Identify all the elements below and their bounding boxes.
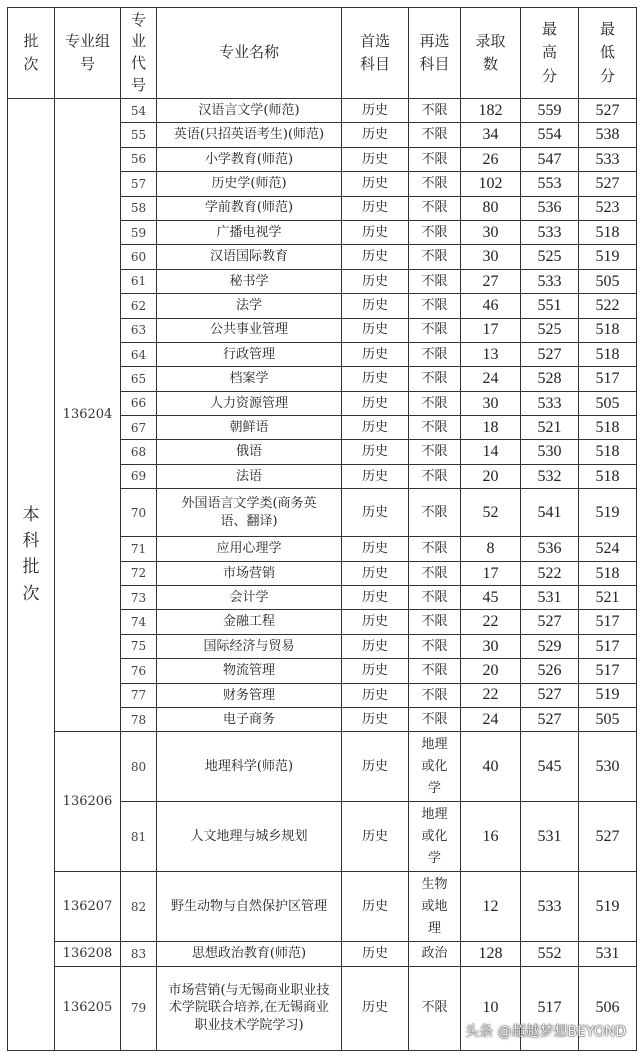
- admitted-cell: 22: [461, 683, 521, 707]
- min-score-cell: 518: [579, 342, 637, 366]
- admitted-cell: 80: [461, 196, 521, 220]
- max-score-cell: 528: [521, 367, 579, 391]
- group-cell: 136207: [55, 872, 121, 942]
- admitted-cell: 30: [461, 245, 521, 269]
- major-code-cell: 66: [121, 391, 157, 415]
- major-name-cell: 档案学: [157, 367, 342, 391]
- first-subject-cell: 历史: [342, 489, 409, 537]
- second-subject-cell: 不限: [409, 683, 461, 707]
- admitted-cell: 45: [461, 586, 521, 610]
- major-code-cell: 68: [121, 440, 157, 464]
- first-subject-cell: 历史: [342, 416, 409, 440]
- max-score-cell: 559: [521, 99, 579, 123]
- header-second-subject: 再选科目: [409, 8, 461, 99]
- second-subject-cell: 政治: [409, 942, 461, 966]
- major-code-cell: 64: [121, 342, 157, 366]
- min-score-cell: 527: [579, 172, 637, 196]
- first-subject-cell: 历史: [342, 802, 409, 872]
- min-score-cell: 531: [579, 942, 637, 966]
- second-subject-cell: 不限: [409, 634, 461, 658]
- admitted-cell: 12: [461, 872, 521, 942]
- first-subject-cell: 历史: [342, 659, 409, 683]
- major-name-cell: 人文地理与城乡规划: [157, 802, 342, 872]
- major-code-cell: 70: [121, 489, 157, 537]
- first-subject-cell: 历史: [342, 732, 409, 802]
- major-name-cell: 会计学: [157, 586, 342, 610]
- max-score-cell: 551: [521, 294, 579, 318]
- min-score-cell: 521: [579, 586, 637, 610]
- max-score-cell: 541: [521, 489, 579, 537]
- major-name-cell: 法学: [157, 294, 342, 318]
- group-cell: 136205: [55, 966, 121, 1050]
- first-subject-cell: 历史: [342, 123, 409, 147]
- max-score-cell: 533: [521, 269, 579, 293]
- first-subject-cell: 历史: [342, 440, 409, 464]
- major-name-cell: 法语: [157, 464, 342, 488]
- group-cell: 136208: [55, 942, 121, 966]
- major-name-cell: 英语(只招英语考生)(师范): [157, 123, 342, 147]
- min-score-cell: 518: [579, 318, 637, 342]
- min-score-cell: 505: [579, 269, 637, 293]
- major-name-cell: 外国语言文学类(商务英语、翻译): [157, 489, 342, 537]
- header-batch: 批次: [8, 8, 55, 99]
- admitted-cell: 52: [461, 489, 521, 537]
- table-row: [8, 942, 637, 966]
- major-name-cell: 金融工程: [157, 610, 342, 634]
- header-row: [8, 8, 637, 99]
- major-code-cell: 72: [121, 561, 157, 585]
- second-subject-cell: 不限: [409, 172, 461, 196]
- admitted-cell: 24: [461, 707, 521, 731]
- first-subject-cell: 历史: [342, 147, 409, 171]
- max-score-cell: 525: [521, 245, 579, 269]
- admitted-cell: 182: [461, 99, 521, 123]
- header-admitted: 录取数: [461, 8, 521, 99]
- first-subject-cell: 历史: [342, 561, 409, 585]
- min-score-cell: 527: [579, 802, 637, 872]
- admitted-cell: 20: [461, 659, 521, 683]
- max-score-cell: 531: [521, 586, 579, 610]
- min-score-cell: 518: [579, 464, 637, 488]
- min-score-cell: 506: [579, 966, 637, 1050]
- major-code-cell: 79: [121, 966, 157, 1050]
- major-name-cell: 朝鲜语: [157, 416, 342, 440]
- header-first-subject: 首选科目: [342, 8, 409, 99]
- min-score-cell: 518: [579, 220, 637, 244]
- min-score-cell: 517: [579, 367, 637, 391]
- admitted-cell: 13: [461, 342, 521, 366]
- min-score-cell: 517: [579, 610, 637, 634]
- first-subject-cell: 历史: [342, 367, 409, 391]
- second-subject-cell: 不限: [409, 367, 461, 391]
- first-subject-cell: 历史: [342, 172, 409, 196]
- second-subject-cell: 不限: [409, 659, 461, 683]
- max-score-cell: 536: [521, 537, 579, 561]
- first-subject-cell: 历史: [342, 318, 409, 342]
- min-score-cell: 518: [579, 440, 637, 464]
- second-subject-cell: 不限: [409, 440, 461, 464]
- min-score-cell: 505: [579, 391, 637, 415]
- second-subject-cell: 不限: [409, 464, 461, 488]
- first-subject-cell: 历史: [342, 707, 409, 731]
- header-code: 专业代号: [121, 8, 157, 99]
- major-name-cell: 广播电视学: [157, 220, 342, 244]
- table-row: [8, 872, 637, 942]
- admitted-cell: 8: [461, 537, 521, 561]
- major-code-cell: 81: [121, 802, 157, 872]
- first-subject-cell: 历史: [342, 966, 409, 1050]
- table-body: [8, 99, 637, 1051]
- major-code-cell: 57: [121, 172, 157, 196]
- first-subject-cell: 历史: [342, 342, 409, 366]
- second-subject-cell: 不限: [409, 196, 461, 220]
- second-subject-cell: 不限: [409, 966, 461, 1050]
- admitted-cell: 24: [461, 367, 521, 391]
- max-score-cell: 527: [521, 610, 579, 634]
- major-code-cell: 73: [121, 586, 157, 610]
- major-code-cell: 67: [121, 416, 157, 440]
- major-code-cell: 59: [121, 220, 157, 244]
- second-subject-cell: 不限: [409, 561, 461, 585]
- admitted-cell: 17: [461, 318, 521, 342]
- max-score-cell: 553: [521, 172, 579, 196]
- min-score-cell: 517: [579, 659, 637, 683]
- first-subject-cell: 历史: [342, 245, 409, 269]
- major-code-cell: 60: [121, 245, 157, 269]
- group-cell: 136206: [55, 732, 121, 872]
- first-subject-cell: 历史: [342, 294, 409, 318]
- admitted-cell: 18: [461, 416, 521, 440]
- second-subject-cell: 不限: [409, 416, 461, 440]
- min-score-cell: 519: [579, 489, 637, 537]
- major-code-cell: 55: [121, 123, 157, 147]
- table-row: [8, 99, 637, 123]
- second-subject-cell: 不限: [409, 537, 461, 561]
- major-name-cell: 历史学(师范): [157, 172, 342, 196]
- first-subject-cell: 历史: [342, 99, 409, 123]
- major-code-cell: 63: [121, 318, 157, 342]
- second-subject-cell: 不限: [409, 489, 461, 537]
- admitted-cell: 30: [461, 634, 521, 658]
- max-score-cell: 554: [521, 123, 579, 147]
- major-name-cell: 野生动物与自然保护区管理: [157, 872, 342, 942]
- major-name-cell: 学前教育(师范): [157, 196, 342, 220]
- max-score-cell: 530: [521, 440, 579, 464]
- max-score-cell: 533: [521, 872, 579, 942]
- max-score-cell: 527: [521, 707, 579, 731]
- major-code-cell: 80: [121, 732, 157, 802]
- min-score-cell: 533: [579, 147, 637, 171]
- max-score-cell: 533: [521, 220, 579, 244]
- watermark: 头条 @超越梦想BEYOND: [465, 1024, 626, 1040]
- batch-cell: 本科批次: [8, 99, 55, 1051]
- major-code-cell: 56: [121, 147, 157, 171]
- second-subject-cell: 不限: [409, 123, 461, 147]
- first-subject-cell: 历史: [342, 220, 409, 244]
- major-code-cell: 65: [121, 367, 157, 391]
- max-score-cell: 527: [521, 342, 579, 366]
- min-score-cell: 519: [579, 683, 637, 707]
- min-score-cell: 519: [579, 245, 637, 269]
- admitted-cell: 34: [461, 123, 521, 147]
- max-score-cell: 547: [521, 147, 579, 171]
- max-score-cell: 529: [521, 634, 579, 658]
- major-name-cell: 人力资源管理: [157, 391, 342, 415]
- second-subject-cell: 不限: [409, 318, 461, 342]
- first-subject-cell: 历史: [342, 872, 409, 942]
- max-score-cell: 552: [521, 942, 579, 966]
- major-name-cell: 物流管理: [157, 659, 342, 683]
- second-subject-cell: 不限: [409, 147, 461, 171]
- second-subject-cell: 生物或地理: [409, 872, 461, 942]
- second-subject-cell: 不限: [409, 294, 461, 318]
- first-subject-cell: 历史: [342, 942, 409, 966]
- admitted-cell: 27: [461, 269, 521, 293]
- admitted-cell: 14: [461, 440, 521, 464]
- max-score-cell: 532: [521, 464, 579, 488]
- second-subject-cell: 不限: [409, 610, 461, 634]
- max-score-cell: 522: [521, 561, 579, 585]
- major-code-cell: 78: [121, 707, 157, 731]
- second-subject-cell: 不限: [409, 269, 461, 293]
- min-score-cell: 530: [579, 732, 637, 802]
- second-subject-cell: 不限: [409, 220, 461, 244]
- admitted-cell: 22: [461, 610, 521, 634]
- first-subject-cell: 历史: [342, 464, 409, 488]
- major-code-cell: 75: [121, 634, 157, 658]
- first-subject-cell: 历史: [342, 269, 409, 293]
- header-name: 专业名称: [157, 8, 342, 99]
- min-score-cell: 517: [579, 634, 637, 658]
- second-subject-cell: 不限: [409, 99, 461, 123]
- first-subject-cell: 历史: [342, 683, 409, 707]
- header-min-score: 最低分: [579, 8, 637, 99]
- min-score-cell: 518: [579, 561, 637, 585]
- second-subject-cell: 不限: [409, 245, 461, 269]
- admitted-cell: 46: [461, 294, 521, 318]
- first-subject-cell: 历史: [342, 537, 409, 561]
- max-score-cell: 536: [521, 196, 579, 220]
- second-subject-cell: 地理或化学: [409, 732, 461, 802]
- min-score-cell: 524: [579, 537, 637, 561]
- second-subject-cell: 不限: [409, 342, 461, 366]
- major-code-cell: 82: [121, 872, 157, 942]
- second-subject-cell: 不限: [409, 391, 461, 415]
- second-subject-cell: 不限: [409, 707, 461, 731]
- major-code-cell: 83: [121, 942, 157, 966]
- admitted-cell: 30: [461, 220, 521, 244]
- admitted-cell: 10: [461, 966, 521, 1050]
- major-name-cell: 国际经济与贸易: [157, 634, 342, 658]
- min-score-cell: 519: [579, 872, 637, 942]
- max-score-cell: 526: [521, 659, 579, 683]
- max-score-cell: 525: [521, 318, 579, 342]
- major-name-cell: 市场营销(与无锡商业职业技术学院联合培养,在无锡商业职业技术学院学习): [157, 966, 342, 1050]
- major-name-cell: 财务管理: [157, 683, 342, 707]
- first-subject-cell: 历史: [342, 610, 409, 634]
- major-code-cell: 76: [121, 659, 157, 683]
- major-name-cell: 俄语: [157, 440, 342, 464]
- min-score-cell: 523: [579, 196, 637, 220]
- major-name-cell: 思想政治教育(师范): [157, 942, 342, 966]
- second-subject-cell: 地理或化学: [409, 802, 461, 872]
- table-row: [8, 732, 637, 802]
- major-name-cell: 公共事业管理: [157, 318, 342, 342]
- major-name-cell: 汉语国际教育: [157, 245, 342, 269]
- major-code-cell: 71: [121, 537, 157, 561]
- major-code-cell: 74: [121, 610, 157, 634]
- major-name-cell: 汉语言文学(师范): [157, 99, 342, 123]
- major-code-cell: 61: [121, 269, 157, 293]
- group-cell: 136204: [55, 99, 121, 732]
- admitted-cell: 30: [461, 391, 521, 415]
- admitted-cell: 128: [461, 942, 521, 966]
- major-name-cell: 行政管理: [157, 342, 342, 366]
- major-code-cell: 58: [121, 196, 157, 220]
- major-name-cell: 电子商务: [157, 707, 342, 731]
- major-code-cell: 69: [121, 464, 157, 488]
- admitted-cell: 40: [461, 732, 521, 802]
- major-code-cell: 77: [121, 683, 157, 707]
- max-score-cell: 533: [521, 391, 579, 415]
- first-subject-cell: 历史: [342, 391, 409, 415]
- max-score-cell: 521: [521, 416, 579, 440]
- admitted-cell: 17: [461, 561, 521, 585]
- max-score-cell: 517: [521, 966, 579, 1050]
- second-subject-cell: 不限: [409, 586, 461, 610]
- major-name-cell: 地理科学(师范): [157, 732, 342, 802]
- min-score-cell: 527: [579, 99, 637, 123]
- first-subject-cell: 历史: [342, 586, 409, 610]
- header-group: 专业组号: [55, 8, 121, 99]
- major-name-cell: 小学教育(师范): [157, 147, 342, 171]
- major-name-cell: 市场营销: [157, 561, 342, 585]
- admitted-cell: 26: [461, 147, 521, 171]
- first-subject-cell: 历史: [342, 634, 409, 658]
- min-score-cell: 522: [579, 294, 637, 318]
- major-name-cell: 应用心理学: [157, 537, 342, 561]
- header-max-score: 最高分: [521, 8, 579, 99]
- admitted-cell: 20: [461, 464, 521, 488]
- first-subject-cell: 历史: [342, 196, 409, 220]
- max-score-cell: 531: [521, 802, 579, 872]
- max-score-cell: 545: [521, 732, 579, 802]
- admitted-cell: 102: [461, 172, 521, 196]
- min-score-cell: 505: [579, 707, 637, 731]
- max-score-cell: 527: [521, 683, 579, 707]
- min-score-cell: 518: [579, 416, 637, 440]
- admission-score-table: [7, 7, 637, 1051]
- major-code-cell: 54: [121, 99, 157, 123]
- major-code-cell: 62: [121, 294, 157, 318]
- min-score-cell: 538: [579, 123, 637, 147]
- major-name-cell: 秘书学: [157, 269, 342, 293]
- admitted-cell: 16: [461, 802, 521, 872]
